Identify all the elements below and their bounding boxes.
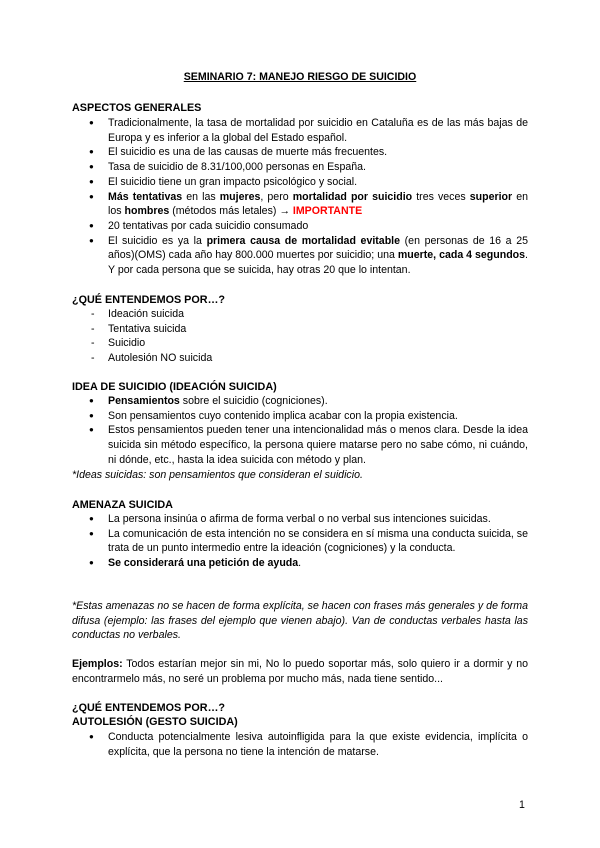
bullet-text: Tasa de suicidio de 8.31/100,000 personas en España. — [108, 161, 366, 174]
bullet-text: (métodos más letales) → — [169, 205, 293, 218]
bullet-text: Conducta potencialmente lesiva autoinfligida para la que existe evidencia, implícita o explícita, que la persona no tiene la intención de matarse. — [108, 731, 528, 758]
bullet-text: El suicidio es una de las causas de muerte más frecuentes. — [108, 146, 388, 159]
list-item — [72, 234, 528, 278]
list-item: - Ideación suicida — [72, 307, 528, 322]
bold-text: hombres — [124, 205, 170, 218]
bullet-text: Estos pensamientos pueden tener una intencionalidad más o menos clara. Desde la idea suicida sin método específico, la persona quiere matarse pero no sabe cómo, ni cuándo, ni dónde, etc., hasta la idea suicida con método y plan. — [108, 424, 528, 466]
ejemplos-text: Todos estarían mejor sin mi, No lo puedo soportar más, solo quiero ir a dormir y no encontrarmelo más, no seré un problema por mucho más, nada tiene sentido... — [72, 658, 528, 685]
ejemplos-paragraph — [72, 657, 528, 686]
list-item — [72, 512, 528, 527]
bold-text: Se considerará una petición de ayuda — [108, 557, 299, 570]
bullet-text: en las — [182, 190, 220, 203]
idea-list — [72, 394, 528, 482]
ejemplos-label: Ejemplos: — [72, 658, 123, 670]
heading-amenaza-suicida: AMENAZA SUICIDA — [72, 499, 173, 511]
list-item — [72, 730, 528, 759]
list-item — [72, 556, 528, 571]
heading-aspectos-generales: ASPECTOS GENERALES — [72, 102, 202, 114]
definitions-list — [72, 307, 528, 366]
heading-autolesion: AUTOLESIÓN (GESTO SUICIDA) — [72, 716, 238, 728]
bullet-text: Son pensamientos cuyo contenido implica acabar con la propia existencia. — [108, 409, 458, 422]
bullet-text: El suicidio tiene un gran impacto psicológico y social. — [108, 175, 358, 188]
bold-text: mortalidad por suicidio — [292, 190, 413, 203]
list-item — [72, 527, 528, 556]
idea-note: *Ideas suicidas: son pensamientos que consideran el suidicio. — [72, 468, 363, 481]
list-item — [72, 394, 528, 409]
list-item — [72, 190, 528, 219]
autolesion-list — [72, 730, 528, 759]
bold-text: Más tentativas — [108, 190, 183, 203]
bullet-text: Tradicionalmente, la tasa de mortalidad por suicidio en Cataluña es de las más bajas de Europa y es inferior a la global del Estado español. — [108, 117, 528, 144]
page-number: 1 — [519, 799, 525, 811]
bullet-text: en los — [108, 190, 528, 218]
list-item: - Tentativa suicida — [72, 322, 528, 337]
heading-que-entendemos-2: ¿QUÉ ENTENDEMOS POR…? — [72, 702, 225, 714]
aspectos-list — [72, 116, 528, 278]
list-item — [72, 409, 528, 424]
amenaza-note-block — [72, 599, 528, 643]
list-item — [72, 116, 528, 145]
bullet-text: El suicidio es ya la — [108, 234, 207, 247]
list-item — [72, 423, 528, 467]
bold-text: muerte, cada 4 segundos — [397, 249, 526, 262]
amenaza-note: *Estas amenazas no se hacen de forma explícita, se hacen con frases más generales y de forma difusa (ejemplo: las frases del ejemplo que vienen abajo). Van de conductas verbales hasta las conductas no verbales. — [72, 600, 528, 642]
heading-idea-suicidio: IDEA DE SUICIDIO (IDEACIÓN SUICIDA) — [72, 381, 277, 393]
bold-text: Pensamientos — [108, 395, 180, 407]
page-title: SEMINARIO 7: MANEJO RIESGO DE SUICIDIO — [183, 71, 417, 83]
list-item: - Suicidio — [72, 336, 528, 351]
bold-text: superior — [469, 190, 513, 203]
bullet-text: sobre el suicidio (cogniciones). — [179, 395, 328, 407]
heading-que-entendemos-1: ¿QUÉ ENTENDEMOS POR…? — [72, 294, 225, 306]
list-item — [72, 175, 528, 190]
bold-text: mujeres — [219, 190, 261, 203]
ejemplos-block — [72, 657, 528, 686]
bullet-text: , pero — [260, 190, 293, 203]
amenaza-list — [72, 512, 528, 571]
important-label: IMPORTANTE — [292, 205, 363, 218]
bullet-text: 20 tentativas por cada suicidio consumado — [108, 219, 309, 232]
bullet-text: . — [298, 557, 302, 570]
bullet-text: tres veces — [412, 190, 470, 203]
bold-text: primera causa de mortalidad evitable — [206, 234, 401, 247]
bullet-text: . Y por cada persona que se suicida, hay otras 20 que lo intentan. — [108, 249, 528, 277]
list-item — [72, 219, 528, 234]
bullet-text: La comunicación de esta intención no se considera en sí misma una conducta suicida, se trata de un punto intermedio entre la ideación (cogniciones) y la conducta. — [108, 527, 528, 555]
list-item: - Autolesión NO suicida — [72, 351, 528, 366]
list-item — [72, 160, 528, 175]
list-item — [72, 145, 528, 160]
bullet-text: La persona insinúa o afirma de forma verbal o no verbal sus intenciones suicidas. — [108, 513, 491, 525]
bullet-text: (en personas de 16 a 25 años)(OMS) cada año hay 800.000 muertes por suicidio; una — [108, 234, 528, 262]
